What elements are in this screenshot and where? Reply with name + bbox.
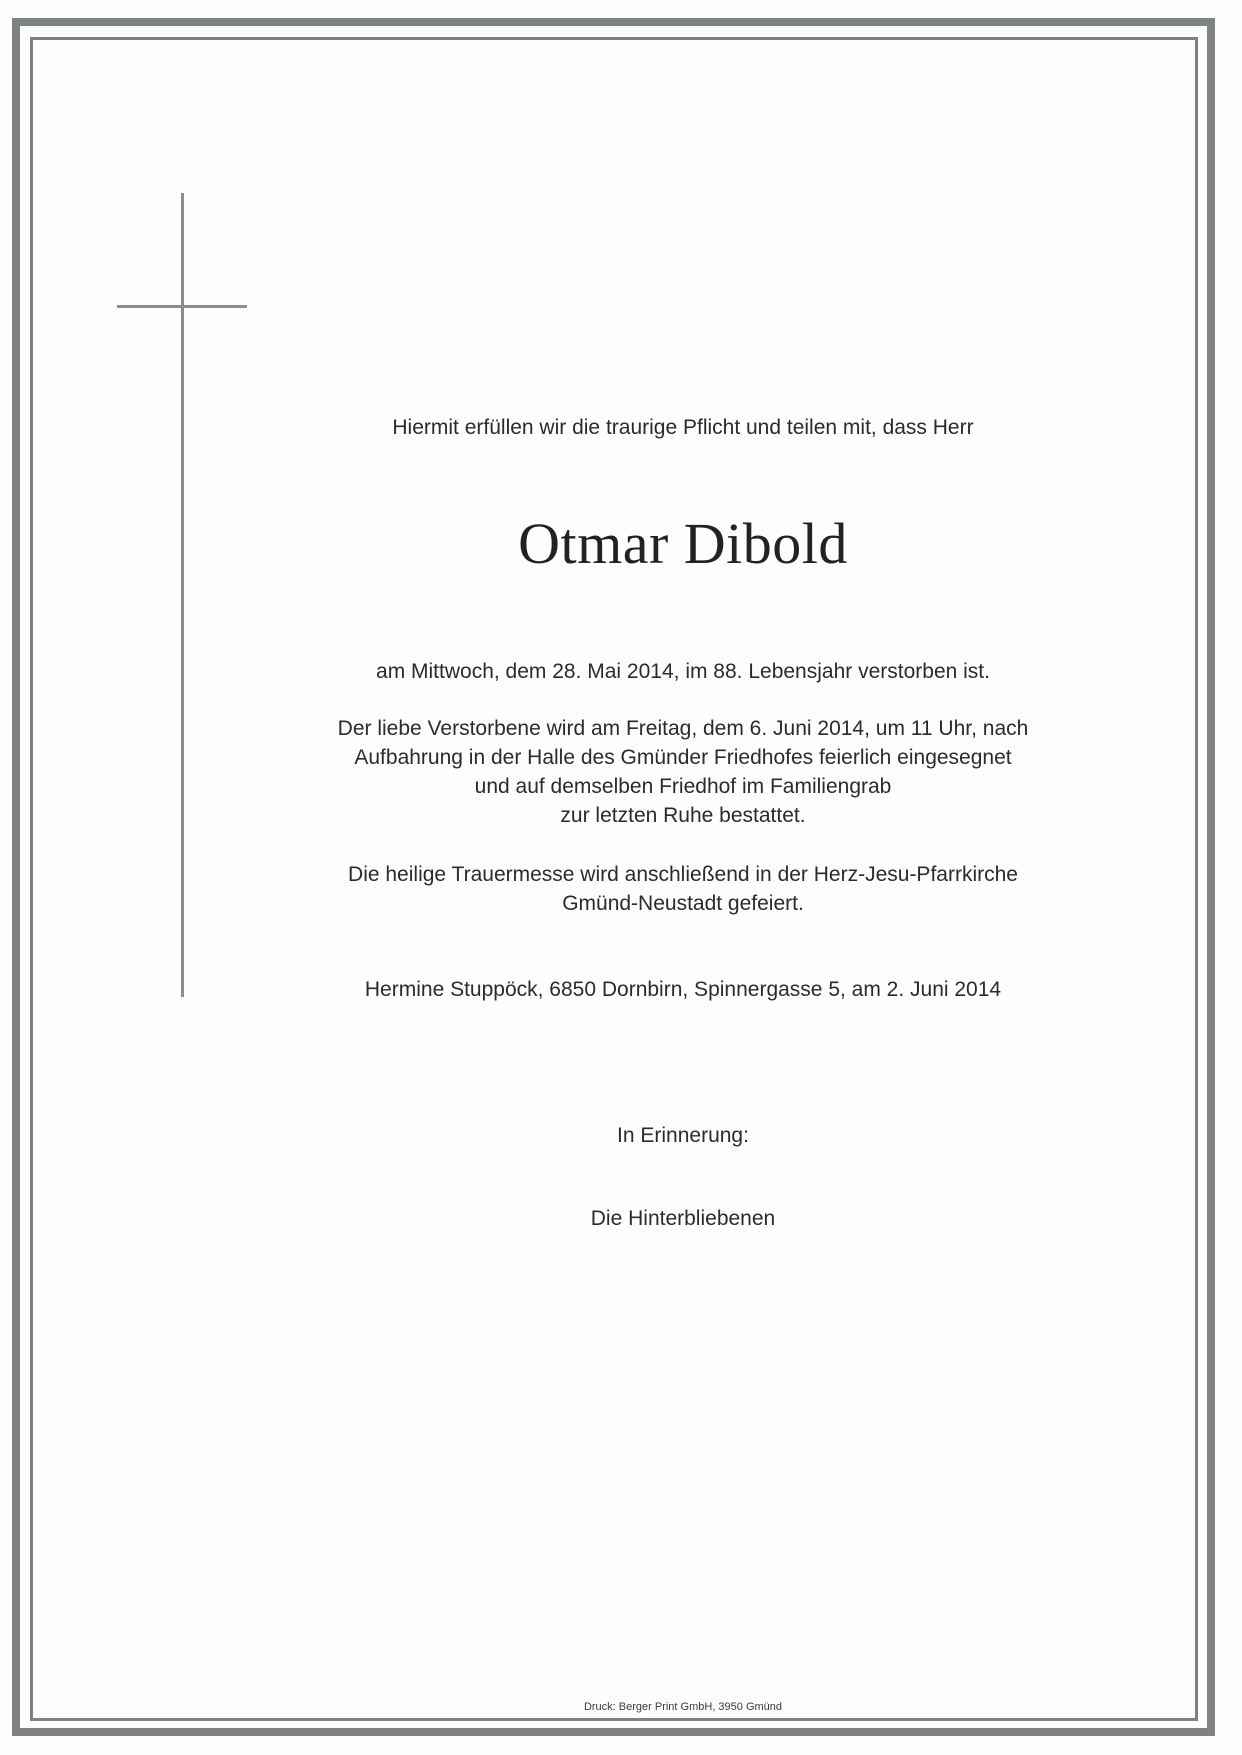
funeral-line: Der liebe Verstorbene wird am Freitag, dem 6. Juni 2014, um 11 Uhr, nach [337, 717, 1029, 740]
mass-line: Die heilige Trauermesse wird anschließend in der Herz-Jesu-Pfarrkirche [348, 863, 1018, 886]
printer-imprint: Druck: Berger Print GmbH, 3950 Gmünd [583, 1701, 783, 1713]
deceased-name: Otmar Dibold [518, 511, 848, 576]
signature-text: Die Hinterbliebenen [590, 1207, 776, 1230]
sender-line: Hermine Stuppöck, 6850 Dornbirn, Spinnergasse 5, am 2. Juni 2014 [364, 978, 1002, 1001]
mass-line: Gmünd-Neustadt gefeiert. [562, 892, 804, 915]
death-text: am Mittwoch, dem 28. Mai 2014, im 88. Lebensjahr verstorben ist. [376, 660, 990, 683]
intro-text: Hiermit erfüllen wir die traurige Pflicht und teilen mit, dass Herr [392, 416, 974, 439]
remembrance-text: In Erinnerung: [617, 1124, 749, 1147]
cross-vertical-bar [181, 193, 184, 997]
cross-horizontal-bar [117, 305, 247, 308]
funeral-line: und auf demselben Friedhof im Familiengrab [474, 775, 892, 798]
funeral-line: zur letzten Ruhe bestattet. [560, 804, 806, 827]
funeral-line: Aufbahrung in der Halle des Gmünder Friedhofes feierlich eingesegnet [354, 746, 1012, 769]
